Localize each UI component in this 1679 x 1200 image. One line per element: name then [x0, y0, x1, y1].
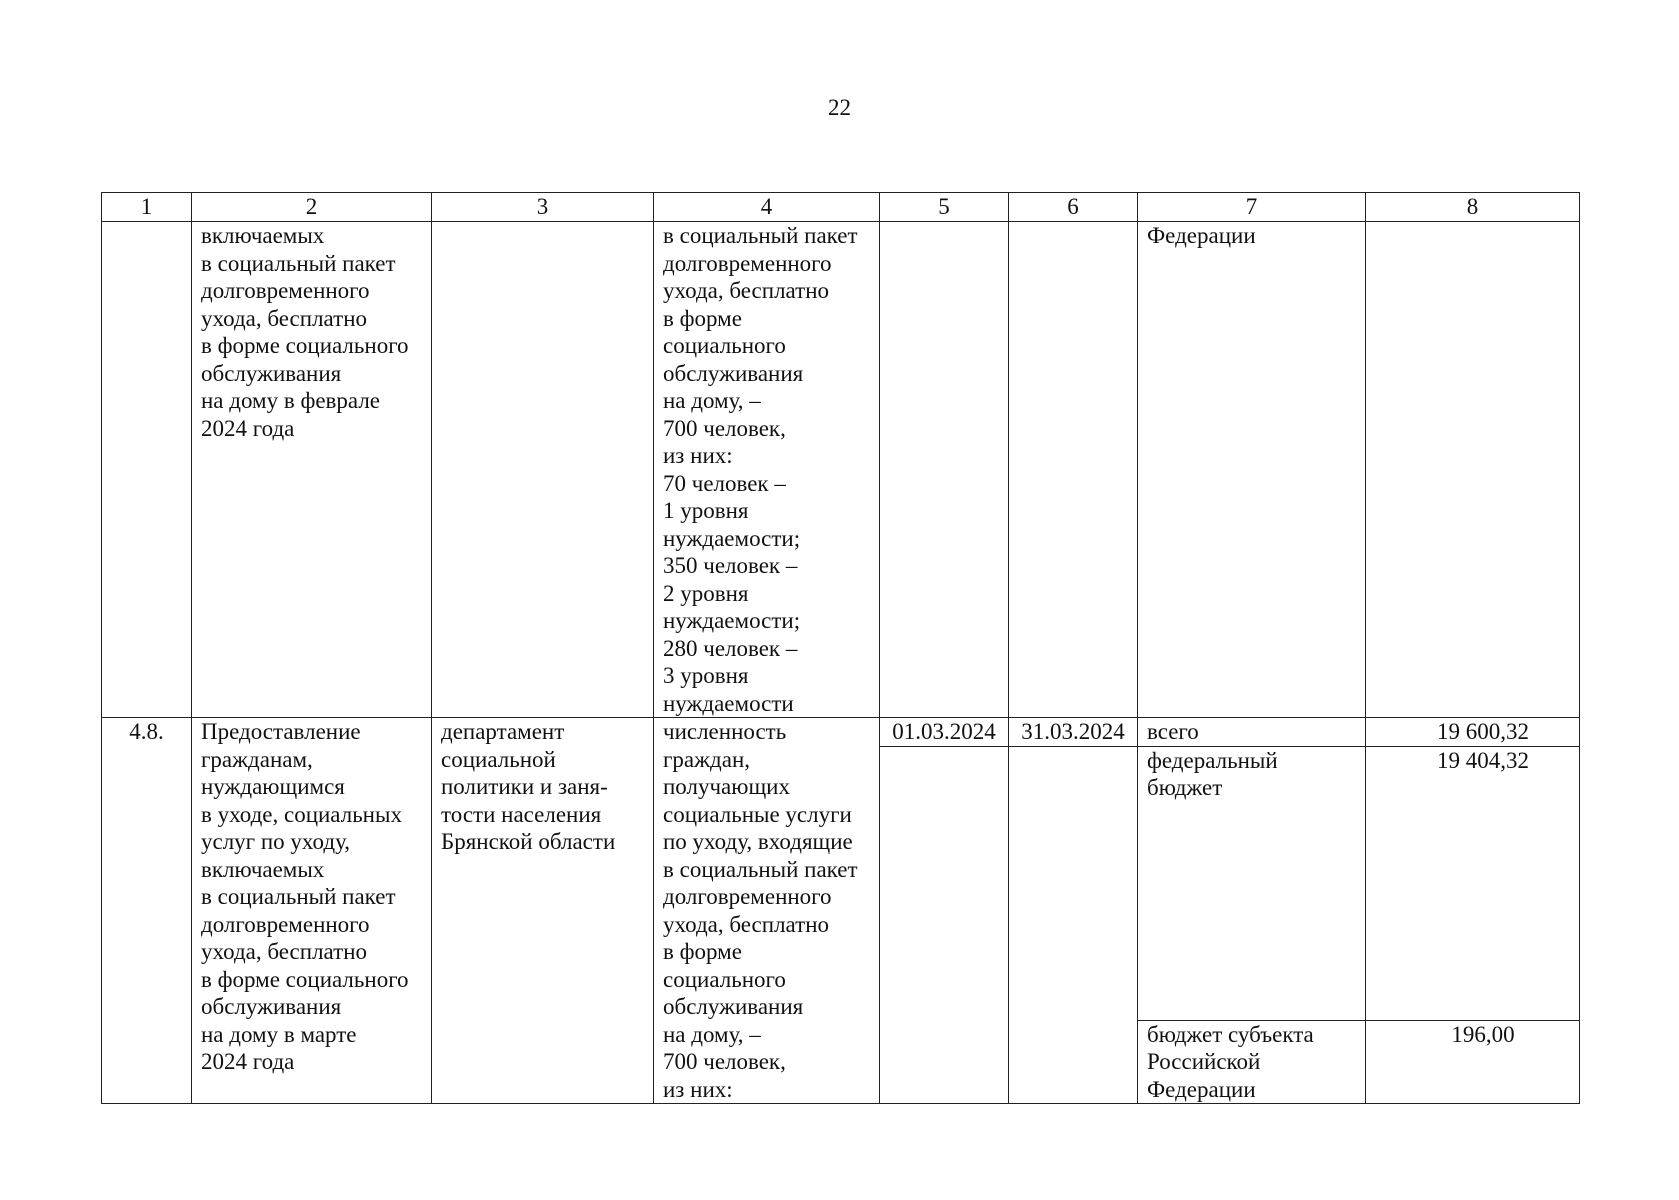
- amount-cell: 196,00: [1366, 1020, 1580, 1104]
- responsible-cell: [432, 222, 654, 718]
- column-header: 3: [432, 193, 654, 222]
- start-date-cell: 01.03.2024: [880, 718, 1009, 747]
- funding-source-cell: бюджет субъекта Российской Федерации: [1138, 1020, 1366, 1104]
- end-date-cell: [1009, 222, 1138, 718]
- column-header: 5: [880, 193, 1009, 222]
- responsible-cell: департамент социальной политики и заня- тости населения Брянской области: [432, 718, 654, 1104]
- activity-cell: включаемых в социальный пакет долговременного ухода, бесплатно в форме социального обслуживания на дому в феврале 2024 года: [192, 222, 432, 718]
- end-date-cell: [1009, 746, 1138, 1104]
- column-header: 4: [654, 193, 880, 222]
- table-row: [102, 718, 1580, 747]
- funding-source-cell: всего: [1138, 718, 1366, 747]
- amount-cell: 19 404,32: [1366, 746, 1580, 1020]
- continued-row: [102, 222, 1580, 718]
- amount-cell: 19 600,32: [1366, 718, 1580, 747]
- start-date-cell: [880, 222, 1009, 718]
- row-number-cell: 4.8.: [102, 718, 192, 1104]
- activity-cell: Предоставление гражданам, нуждающимся в уходе, социальных услуг по уходу, включаемых в социальный пакет долговременного ухода, бесплатно в форме социального обслуживания на дому в марте 2024 года: [192, 718, 432, 1104]
- funding-source-cell: Федерации: [1138, 222, 1366, 718]
- activities-table: [101, 192, 1580, 1104]
- end-date-cell: 31.03.2024: [1009, 718, 1138, 747]
- indicator-cell: численность граждан, получающих социальные услуги по уходу, входящие в социальный пакет долговременного ухода, бесплатно в форме социального обслуживания на дому, – 700 человек, из них:: [654, 718, 880, 1104]
- column-header: 7: [1138, 193, 1366, 222]
- column-header: 2: [192, 193, 432, 222]
- start-date-cell: [880, 746, 1009, 1104]
- page-number: 22: [828, 95, 851, 120]
- funding-source-cell: федеральный бюджет: [1138, 746, 1366, 1020]
- amount-cell: [1366, 222, 1580, 718]
- column-header: 8: [1366, 193, 1580, 222]
- row-number-cell: [102, 222, 192, 718]
- column-header: 6: [1009, 193, 1138, 222]
- table-header-row: [102, 193, 1580, 222]
- column-header: 1: [102, 193, 192, 222]
- indicator-cell: в социальный пакет долговременного ухода, бесплатно в форме социального обслуживания на дому, – 700 человек, из них: 70 человек – 1 уровня нуждаемости; 350 человек – 2 уровня нуждаемости; 280 человек – 3 уровня нуждаемости: [654, 222, 880, 718]
